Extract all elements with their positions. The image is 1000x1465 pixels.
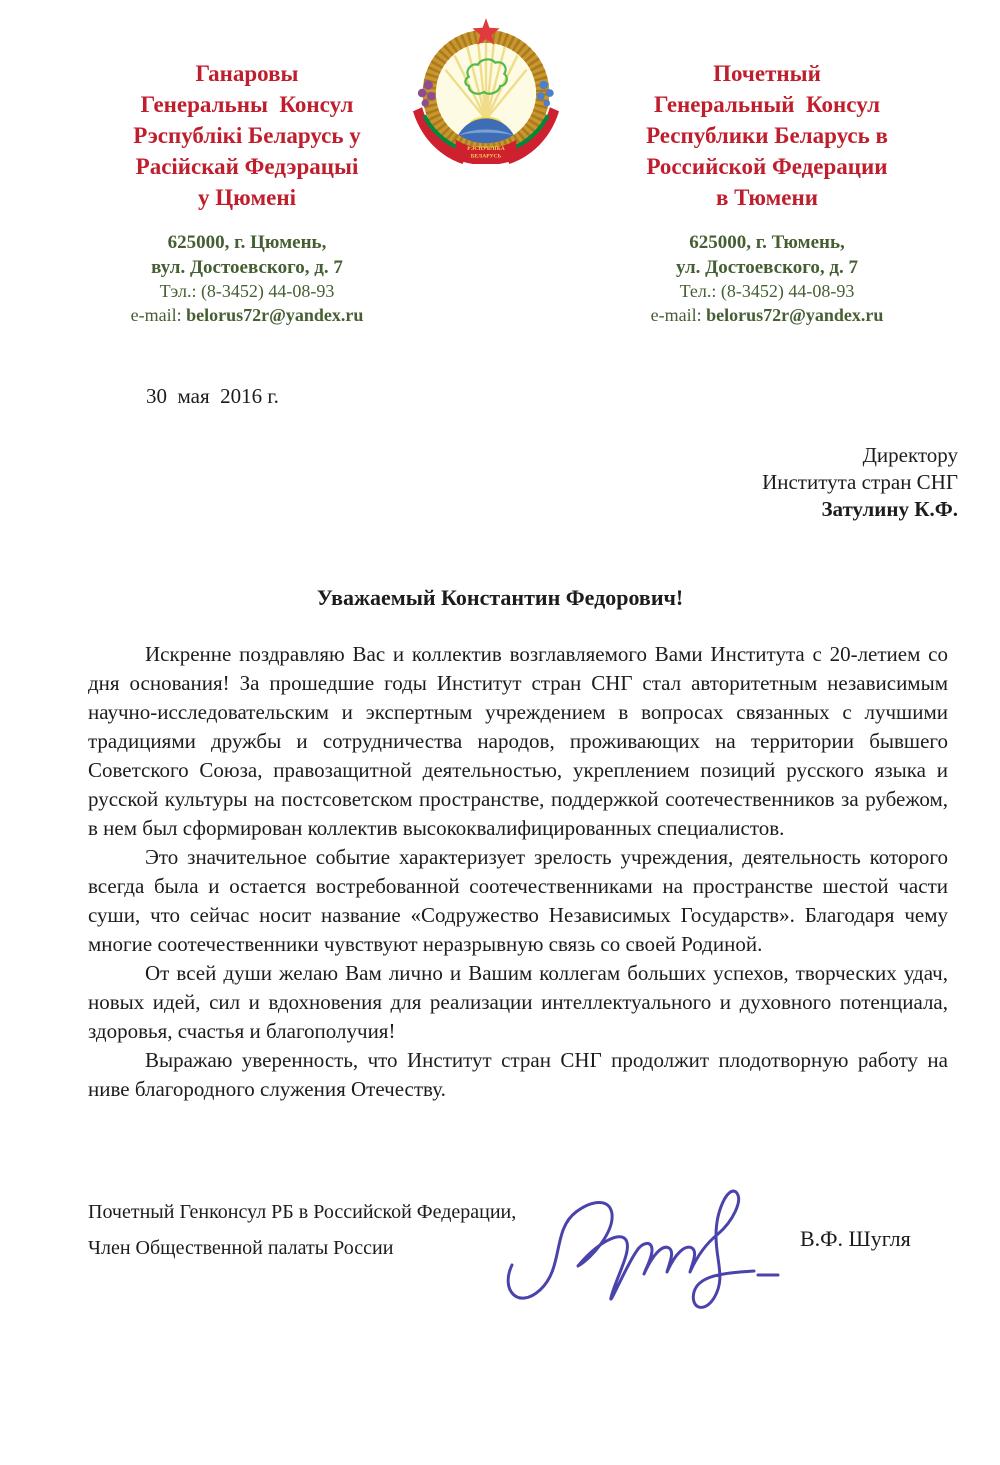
title-line: Расійскай Федэрацыі [135, 154, 359, 179]
paragraph: От всей души желаю Вам лично и Вашим коллегам больших успехов, творческих удач, новых идей, сил и вдохновения для реализации интеллектуального и духовного потенциала, здоровья, счастья и благополучия! [88, 960, 948, 1043]
letterhead-right-column [592, 58, 942, 328]
letterhead-left-column [72, 58, 422, 328]
title-line: Республики Беларусь в [646, 123, 888, 148]
addressee-role: Директору [862, 442, 958, 467]
email-label: e-mail: [130, 304, 187, 325]
title-line: Генеральны Консул [140, 92, 354, 117]
phone-number: Тел.: (8-3452) 44-08-93 [679, 281, 855, 302]
addressee-block [0, 442, 958, 523]
title-line: Российской Федерации [646, 154, 888, 179]
email-label: e-mail: [650, 304, 707, 325]
addressee-name: Затулину К.Ф. [821, 496, 958, 521]
postal-code-city: 625000, г. Цюмень, [167, 232, 327, 253]
email-line [592, 304, 942, 328]
signatory-name: В.Ф. Шугля [800, 1225, 911, 1251]
position-line: Почетный Генконсул РБ в Российской Федерации, [88, 1200, 517, 1223]
email-address: belorus72r@yandex.ru [186, 304, 364, 325]
email-address: belorus72r@yandex.ru [706, 304, 884, 325]
emblem-ribbon-text-line1: РЭСПУБЛІКА [467, 145, 505, 152]
street-address: вул. Достоевского, д. 7 [151, 257, 343, 279]
signatory-position [88, 1194, 516, 1266]
consulate-title-belarusian [72, 58, 422, 213]
consulate-title-russian [592, 58, 942, 213]
handwritten-signature [492, 1170, 812, 1320]
salutation: Уважаемый Константин Федорович! [316, 584, 684, 610]
postal-code-city: 625000, г. Тюмень, [689, 232, 845, 253]
position-line: Член Общественной палаты России [88, 1236, 394, 1259]
title-line: в Тюмени [715, 185, 819, 210]
addressee-organization: Института стран СНГ [762, 469, 958, 494]
contact-block-belarusian [72, 230, 422, 328]
street-address: ул. Достоевского, д. 7 [675, 257, 859, 279]
letter-date: 30 мая 2016 г. [146, 383, 279, 408]
title-line: Генеральный Консул [653, 92, 881, 117]
paragraph: Это значительное событие характеризует зрелость учреждения, деятельность которого всегда была и остается востребованной соотечественниками на пространстве шестой части суши, что сейчас носит название «Содружество Независимых Государств». Благодаря чему многие соотечественники чувствуют неразрывную связь со своей Родиной. [88, 844, 948, 956]
emblem-ribbon-text-line2: БЕЛАРУСЬ [470, 153, 502, 160]
email-line [72, 304, 422, 328]
paragraph: Выражаю уверенность, что Институт стран СНГ продолжит плодотворную работу на ниве благородного служения Отечеству. [88, 1047, 948, 1101]
contact-block-russian [592, 230, 942, 328]
title-line: Ганаровы [195, 61, 299, 86]
title-line: у Цюмені [198, 185, 296, 210]
belarus-coat-of-arms-icon [410, 12, 562, 169]
paragraph: Искренне поздравляю Вас и коллектив возглавляемого Вами Института с 20-летием со дня основания! За прошедшие годы Институт стран СНГ стал авторитетным независимым научно-исследовательским и экспертным учреждением в вопросах связанных с лучшими традициями дружбы и сотрудничества народов, проживающих на территории бывшего Советского Союза, правозащитной деятельностью, укреплением позиций русского языка и русской культуры на постсоветском пространстве, поддержкой соотечественников за рубежом, в нем был сформирован коллектив высококвалифицированных специалистов. [88, 641, 948, 840]
letter-body [88, 640, 948, 1104]
title-line: Почетный [713, 61, 821, 86]
title-line: Рэспублікі Беларусь у [133, 123, 361, 148]
phone-number: Тэл.: (8-3452) 44-08-93 [159, 281, 335, 302]
signature-section [0, 1182, 1000, 1373]
